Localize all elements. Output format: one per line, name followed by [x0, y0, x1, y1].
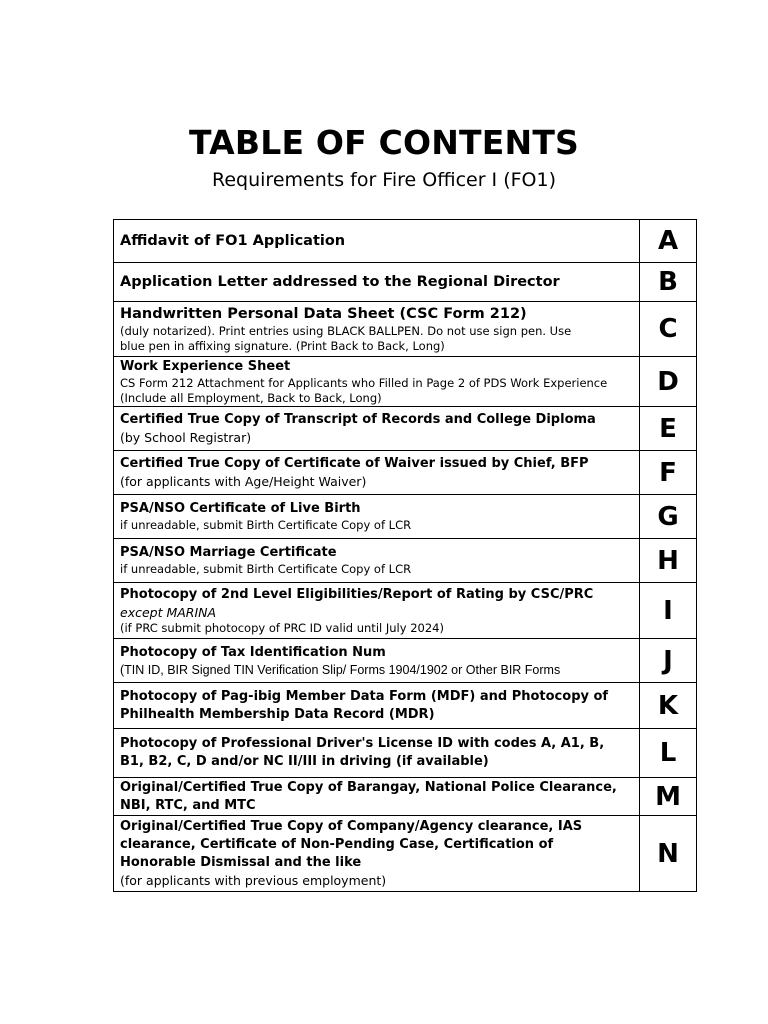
row-title: Application Letter addressed to the Regional Director [120, 274, 560, 290]
row-description [114, 495, 640, 539]
row-note: (duly notarized). Print entries using BLACK BALLPEN. Do not use sign pen. Use [120, 324, 572, 338]
row-note: (for applicants with Age/Height Waiver) [120, 474, 367, 489]
row-title: Original/Certified True Copy of Barangay, National Police Clearance, [120, 779, 617, 795]
table-row [114, 729, 697, 778]
row-letter: J [640, 639, 697, 683]
row-description [114, 451, 640, 495]
table-row [114, 451, 697, 495]
table-row [114, 583, 697, 639]
row-description [114, 407, 640, 451]
row-title: Certified True Copy of Certificate of Waiver issued by Chief, BFP [120, 456, 589, 471]
page-title: TABLE OF CONTENTS [188, 123, 580, 162]
row-letter: M [640, 778, 697, 816]
table-row [114, 683, 697, 729]
row-title: PSA/NSO Certificate of Live Birth [120, 501, 361, 516]
row-description [114, 263, 640, 302]
row-description [114, 639, 640, 683]
row-note: (for applicants with previous employment) [120, 873, 387, 888]
row-letter: N [640, 816, 697, 892]
row-note: blue pen in affixing signature. (Print Back to Back, Long) [120, 339, 445, 353]
row-note: CS Form 212 Attachment for Applicants who Filled in Page 2 of PDS Work Experience [120, 375, 608, 390]
row-title: Work Experience Sheet [120, 358, 291, 374]
table-row [114, 357, 697, 407]
row-description [114, 539, 640, 583]
page-subtitle: Requirements for Fire Officer I (FO1) [212, 169, 556, 191]
row-description [114, 778, 640, 816]
row-description [114, 816, 640, 892]
table-row [114, 495, 697, 539]
table-row [114, 220, 697, 263]
row-title: Original/Certified True Copy of Company/Agency clearance, IAS [120, 819, 583, 834]
row-title-continued: NBI, RTC, and MTC [120, 797, 256, 813]
row-title: Photocopy of Professional Driver's License ID with codes A, A1, B, [120, 736, 605, 751]
table-row [114, 639, 697, 683]
row-note: (if PRC submit photocopy of PRC ID valid until July 2024) [120, 620, 444, 635]
row-description [114, 220, 640, 263]
row-description [114, 302, 640, 357]
row-title-continued: B1, B2, C, D and/or NC II/III in driving (if available) [120, 754, 489, 769]
row-letter: H [640, 539, 697, 583]
row-letter: B [640, 263, 697, 302]
requirements-table [113, 219, 697, 892]
row-letter: E [640, 407, 697, 451]
row-description [114, 583, 640, 639]
table-row [114, 407, 697, 451]
row-title: Photocopy of Tax Identification Num [120, 644, 386, 660]
table-row [114, 302, 697, 357]
row-title-continued: Philhealth Membership Data Record (MDR) [120, 706, 435, 722]
row-title: Photocopy of 2nd Level Eligibilities/Report of Rating by CSC/PRC [120, 586, 594, 602]
row-note: if unreadable, submit Birth Certificate Copy of LCR [120, 562, 412, 576]
row-title: Handwritten Personal Data Sheet (CSC Form 212) [120, 306, 527, 322]
row-letter: K [640, 683, 697, 729]
row-note: (Include all Employment, Back to Back, Long) [120, 390, 382, 405]
row-italic-note: except MARINA [120, 604, 217, 620]
row-note: if unreadable, submit Birth Certificate Copy of LCR [120, 518, 412, 532]
table-row [114, 816, 697, 892]
row-letter: G [640, 495, 697, 539]
table-row [114, 539, 697, 583]
table-row [114, 778, 697, 816]
row-description [114, 357, 640, 407]
row-letter: I [640, 583, 697, 639]
row-title: Photocopy of Pag-ibig Member Data Form (MDF) and Photocopy of [120, 688, 609, 704]
row-description [114, 683, 640, 729]
row-letter: C [640, 302, 697, 357]
row-note: (by School Registrar) [120, 430, 252, 445]
row-title-continued: Honorable Dismissal and the like [120, 855, 362, 870]
row-description [114, 729, 640, 778]
row-title-continued: clearance, Certificate of Non-Pending Case, Certification of [120, 837, 554, 852]
row-title: Certified True Copy of Transcript of Records and College Diploma [120, 412, 596, 427]
row-title: Affidavit of FO1 Application [120, 233, 346, 249]
row-note: (TIN ID, BIR Signed TIN Verification Slip/ Forms 1904/1902 or Other BIR Forms [120, 662, 561, 677]
table-row [114, 263, 697, 302]
row-letter: L [640, 729, 697, 778]
row-letter: F [640, 451, 697, 495]
row-letter: A [640, 220, 697, 263]
row-letter: D [640, 357, 697, 407]
row-title: PSA/NSO Marriage Certificate [120, 545, 337, 560]
